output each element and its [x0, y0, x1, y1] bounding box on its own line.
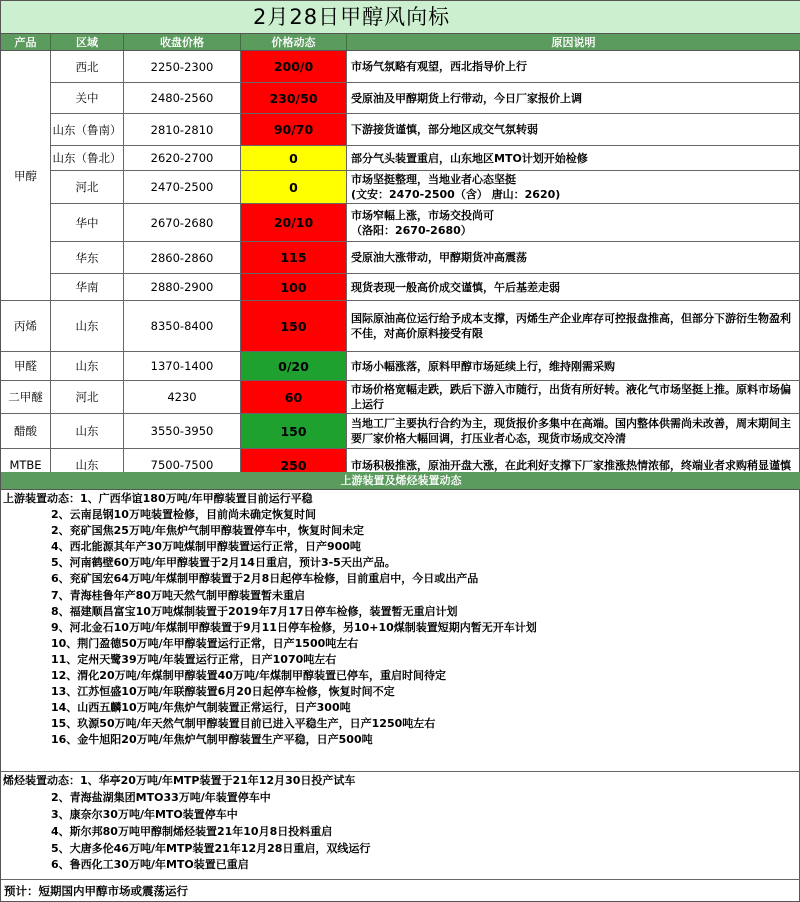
close-price-cell: 4230	[124, 381, 241, 414]
region-cell: 关中	[51, 83, 124, 114]
reason-cell: 市场小幅涨落，原料甲醇市场延续上行，维持刚需采购	[347, 352, 800, 381]
list-item	[3, 604, 537, 620]
list-item-text: 9、河北金石10万吨/年煤制甲醇装置于9月11日停车检修，另10+10煤制装置短期内暂无开车计划	[51, 620, 537, 634]
reason-cell: 国际原油高位运行给予成本支撑，丙烯生产企业库存可控报盘推高，但部分下游衍生物盈利不佳，对高价原料接受有限	[347, 301, 800, 352]
reason-cell: 市场坚挺整理，当地业者心态坚挺 (文安：2470-2500（含） 唐山：2620)	[347, 171, 800, 204]
price-change-cell: 20/10	[241, 204, 347, 242]
list-item	[3, 732, 537, 748]
list-item	[3, 571, 537, 587]
list-item	[3, 491, 537, 507]
close-price-cell: 2250-2300	[124, 51, 241, 83]
close-price-cell: 2880-2900	[124, 274, 241, 301]
product-name: 甲醛	[1, 352, 51, 381]
olefin-prefix: 烯烃装置动态：	[3, 774, 80, 787]
list-item	[3, 841, 370, 858]
reason-cell: 部分气头装置重启，山东地区MTO计划开始检修	[347, 146, 800, 171]
reason-cell: 现货表现一般高价成交谨慎，午后基差走弱	[347, 274, 800, 301]
list-item	[3, 700, 537, 716]
list-item-text: 7、青海桂鲁年产80万吨天然气制甲醇装置暂未重启	[51, 588, 305, 602]
list-item	[3, 555, 537, 571]
upstream-list	[3, 491, 537, 749]
region-cell: 山东	[51, 449, 124, 482]
price-change-cell: 90/70	[241, 114, 347, 146]
reason-cell: 受原油大涨带动，甲醇期货冲高震荡	[347, 242, 800, 274]
list-item-text: 2、兖矿国焦25万吨/年焦炉气制甲醇装置停车中，恢复时间未定	[51, 524, 364, 538]
close-price-cell: 2470-2500	[124, 171, 241, 204]
product-name: 甲醇	[1, 51, 51, 301]
region-cell: 华南	[51, 274, 124, 301]
close-price-cell: 8350-8400	[124, 301, 241, 352]
list-item-text: 1、广西华谊180万吨/年甲醇装置目前运行平稳	[80, 492, 313, 505]
region-cell: 华中	[51, 204, 124, 242]
list-item	[3, 652, 537, 668]
list-item-text: 4、斯尔邦80万吨甲醇制烯烃装置21年10月8日投料重启	[51, 824, 333, 838]
list-item	[3, 523, 537, 539]
region-cell: 山东	[51, 414, 124, 449]
price-change-cell: 230/50	[241, 83, 347, 114]
reason-cell: 下游接货谨慎，部分地区成交气氛转弱	[347, 114, 800, 146]
reason-cell: 市场窄幅上涨，市场交投尚可 （洛阳：2670-2680）	[347, 204, 800, 242]
list-item	[3, 716, 537, 732]
list-item-text: 2、青海盐湖集团MTO33万吨/年装置停车中	[51, 790, 271, 804]
header-region: 区域	[51, 34, 124, 51]
report-title: 2月28日甲醇风向标	[1, 1, 800, 34]
price-change-cell: 100	[241, 274, 347, 301]
olefin-list	[3, 773, 370, 874]
region-cell: 山东	[51, 352, 124, 381]
list-item-text: 2、云南昆钢10万吨装置检修，目前尚未确定恢复时间	[51, 508, 316, 522]
product-name: MTBE	[1, 449, 51, 482]
list-item	[3, 588, 537, 604]
list-item-text: 16、金牛旭阳20万吨/年焦炉气制甲醇装置生产平稳，日产500吨	[51, 733, 373, 747]
list-item-text: 10、荆门盈德50万吨/年甲醇装置运行正常，日产1500吨左右	[51, 636, 359, 650]
list-item-text: 3、康奈尔30万吨/年MTO装置停车中	[51, 807, 238, 821]
price-change-cell: 250	[241, 449, 347, 482]
price-change-cell: 150	[241, 301, 347, 352]
list-item	[3, 684, 537, 700]
list-item	[3, 636, 537, 652]
product-name: 醋酸	[1, 414, 51, 449]
close-price-cell: 2480-2560	[124, 83, 241, 114]
list-item-text: 5、河南鹤壁60万吨/年甲醇装置于2月14日重启，预计3-5天出产品。	[51, 556, 396, 570]
region-cell: 西北	[51, 51, 124, 83]
region-cell: 河北	[51, 381, 124, 414]
price-change-cell: 0/20	[241, 352, 347, 381]
region-cell: 华东	[51, 242, 124, 274]
list-item-text: 5、大唐多伦46万吨/年MTP装置21年12月28日重启，双线运行	[51, 841, 371, 855]
price-change-cell: 200/0	[241, 51, 347, 83]
reason-cell: 市场积极推涨，原油开盘大涨，在此利好支撑下厂家推涨热情浓郁，终端业者求购稍显谨慎	[347, 449, 800, 482]
header-close-price: 收盘价格	[124, 34, 241, 51]
list-item-text: 15、玖源50万吨/年天然气制甲醇装置目前已进入平稳生产，日产1250吨左右	[51, 717, 436, 731]
list-item-text: 11、定州天鹭39万吨/年装置运行正常，日产1070吨左右	[51, 652, 337, 666]
close-price-cell: 1370-1400	[124, 352, 241, 381]
list-item-text: 1、华亭20万吨/年MTP装置于21年12月30日投产试车	[80, 774, 356, 787]
list-item-text: 6、鲁西化工30万吨/年MTO装置已重启	[51, 858, 249, 872]
close-price-cell: 2670-2680	[124, 204, 241, 242]
list-item	[3, 507, 537, 523]
forecast-text: 预计：短期国内甲醇市场或震荡运行	[4, 884, 188, 898]
header-reason: 原因说明	[347, 34, 800, 51]
close-price-cell: 7500-7500	[124, 449, 241, 482]
reason-cell: 当地工厂主要执行合约为主，现货报价多集中在高端。国内整体供需尚未改善，周末期间主要厂家价格大幅回调，打压业者心态，现货市场成交冷清	[347, 414, 800, 449]
reason-cell: 市场气氛略有观望，西北指导价上行	[347, 51, 800, 83]
header-product: 产品	[1, 34, 51, 51]
list-item-text: 6、兖矿国宏64万吨/年煤制甲醇装置于2月8日起停车检修，目前重启中，今日或出产品	[51, 572, 479, 586]
region-cell: 山东（鲁北）	[51, 146, 124, 171]
list-item	[3, 857, 370, 874]
header-price-change: 价格动态	[241, 34, 347, 51]
close-price-cell: 2620-2700	[124, 146, 241, 171]
product-name: 丙烯	[1, 301, 51, 352]
divider	[1, 771, 800, 772]
region-cell: 河北	[51, 171, 124, 204]
section-title: 上游装置及烯烃装置动态	[1, 472, 800, 490]
close-price-cell: 2860-2860	[124, 242, 241, 274]
close-price-cell: 2810-2810	[124, 114, 241, 146]
reason-cell: 市场价格宽幅走跌，跌后下游入市随行，出货有所好转。液化气市场坚挺上推。原料市场偏上运行	[347, 381, 800, 414]
product-name: 二甲醚	[1, 381, 51, 414]
list-item	[3, 773, 370, 790]
list-item	[3, 824, 370, 841]
divider	[1, 879, 800, 880]
price-change-cell: 0	[241, 171, 347, 204]
region-cell: 山东（鲁南）	[51, 114, 124, 146]
close-price-cell: 3550-3950	[124, 414, 241, 449]
list-item	[3, 807, 370, 824]
list-item-text: 8、福建顺昌富宝10万吨煤制装置于2019年7月17日停车检修，装置暂无重启计划	[51, 604, 458, 618]
list-item	[3, 539, 537, 555]
list-item-text: 4、西北能源其年产30万吨煤制甲醇装置运行正常，日产900吨	[51, 540, 361, 554]
price-change-cell: 115	[241, 242, 347, 274]
price-change-cell: 60	[241, 381, 347, 414]
price-change-cell: 0	[241, 146, 347, 171]
reason-cell: 受原油及甲醇期货上行带动，今日厂家报价上调	[347, 83, 800, 114]
price-change-cell: 150	[241, 414, 347, 449]
list-item-text: 13、江苏恒盛10万吨/年联醇装置6月20日起停车检修，恢复时间不定	[51, 685, 395, 699]
list-item	[3, 790, 370, 807]
upstream-prefix: 上游装置动态：	[3, 492, 80, 505]
list-item-text: 12、渭化20万吨/年煤制甲醇装置40万吨/年煤制甲醇装置已停车，重启时间待定	[51, 669, 446, 683]
region-cell: 山东	[51, 301, 124, 352]
list-item	[3, 620, 537, 636]
list-item	[3, 668, 537, 684]
list-item-text: 14、山西五麟10万吨/年焦炉气制装置正常运行，日产300吨	[51, 701, 351, 715]
